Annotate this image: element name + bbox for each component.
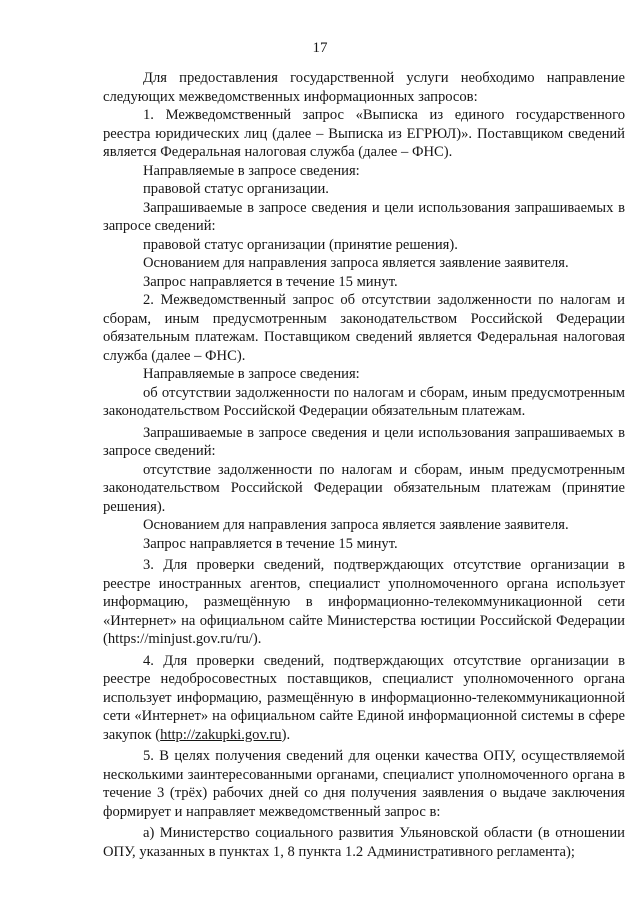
paragraph-item-1: 1. Межведомственный запрос «Выписка из единого государственного реестра юридических лиц (далее – Выписка из ЕГРЮЛ)». Поставщиком сведений является Федеральная налоговая служба (далее – ФНС). <box>103 107 625 160</box>
document-body <box>103 69 625 861</box>
page-number: 17 <box>312 40 328 56</box>
paragraph-timing-2: Запрос направляется в течение 15 минут. <box>143 535 398 552</box>
paragraph-requested-data-label-2: Запрашиваемые в запросе сведения и цели использования запрашиваемых в запросе сведений: <box>103 424 625 459</box>
paragraph-basis-2: Основанием для направления запроса является заявление заявителя. <box>143 517 569 533</box>
paragraph-requested-data: правовой статус организации (принятие решения). <box>143 236 458 253</box>
paragraph-item-2: 2. Межведомственный запрос об отсутствии задолженности по налогам и сборам, иным предусмотренным законодательством Российской Федерации обязательным платежам. Поставщиком сведений является Федеральная налоговая служба (далее – ФНС). <box>103 292 625 364</box>
paragraph-sent-data: правовой статус организации. <box>143 181 329 197</box>
paragraph-intro: Для предоставления государственной услуги необходимо направление следующих межведомственных информационных запросов: <box>103 70 625 105</box>
zakupki-link[interactable]: http://zakupki.gov.ru <box>160 726 282 743</box>
paragraph-timing: Запрос направляется в течение 15 минут. <box>143 273 398 290</box>
paragraph-sent-data-label-2: Направляемые в запросе сведения: <box>143 366 360 382</box>
paragraph-item-4-end: ). <box>281 726 291 743</box>
paragraph-requested-data-label: Запрашиваемые в запросе сведения и цели использования запрашиваемых в запросе сведений: <box>103 199 625 234</box>
paragraph-item-4-text: 4. Для проверки сведений, подтверждающих отсутствие организации в реестре недобросовестных поставщиков, специалист уполномоченного органа использует информацию, размещённую в информационно-телекоммуникационной сети «Интернет» на официальном сайте Единой информационной системы в сфере закупок ( <box>103 652 625 743</box>
paragraph-item-3: 3. Для проверки сведений, подтверждающих отсутствие организации в реестре иностранных агентов, специалист уполномоченного органа использует информацию, размещённую в информационно-телекоммуникационной сети «Интернет» на официальном сайте Министерства юстиции Российской Федерации (https://minjust.gov.ru/ru/). <box>103 557 625 647</box>
paragraph-basis: Основанием для направления запроса является заявление заявителя. <box>143 255 569 271</box>
paragraph-item-5: 5. В целях получения сведений для оценки качества ОПУ, осуществляемой несколькими заинтересованными органами, специалист уполномоченного органа в течение 3 (трёх) рабочих дней со дня получения заявления о выдаче заключения формирует и направляет межведомственный запрос в: <box>103 748 625 820</box>
paragraph-requested-data-2: отсутствие задолженности по налогам и сборам, иным предусмотренным законодательством Российской Федерации обязательным платежам (принятие решения). <box>103 461 625 515</box>
paragraph-item-4 <box>103 652 625 745</box>
paragraph-sent-data-label: Направляемые в запросе сведения: <box>143 162 360 179</box>
paragraph-item-5a: а) Министерство социального развития Ульяновской области (в отношении ОПУ, указанных в пунктах 1, 8 пункта 1.2 Административного регламента); <box>103 825 625 860</box>
paragraph-sent-data-2: об отсутствии задолженности по налогам и сборам, иным предусмотренным законодательством Российской Федерации обязательным платежам. <box>103 384 625 419</box>
